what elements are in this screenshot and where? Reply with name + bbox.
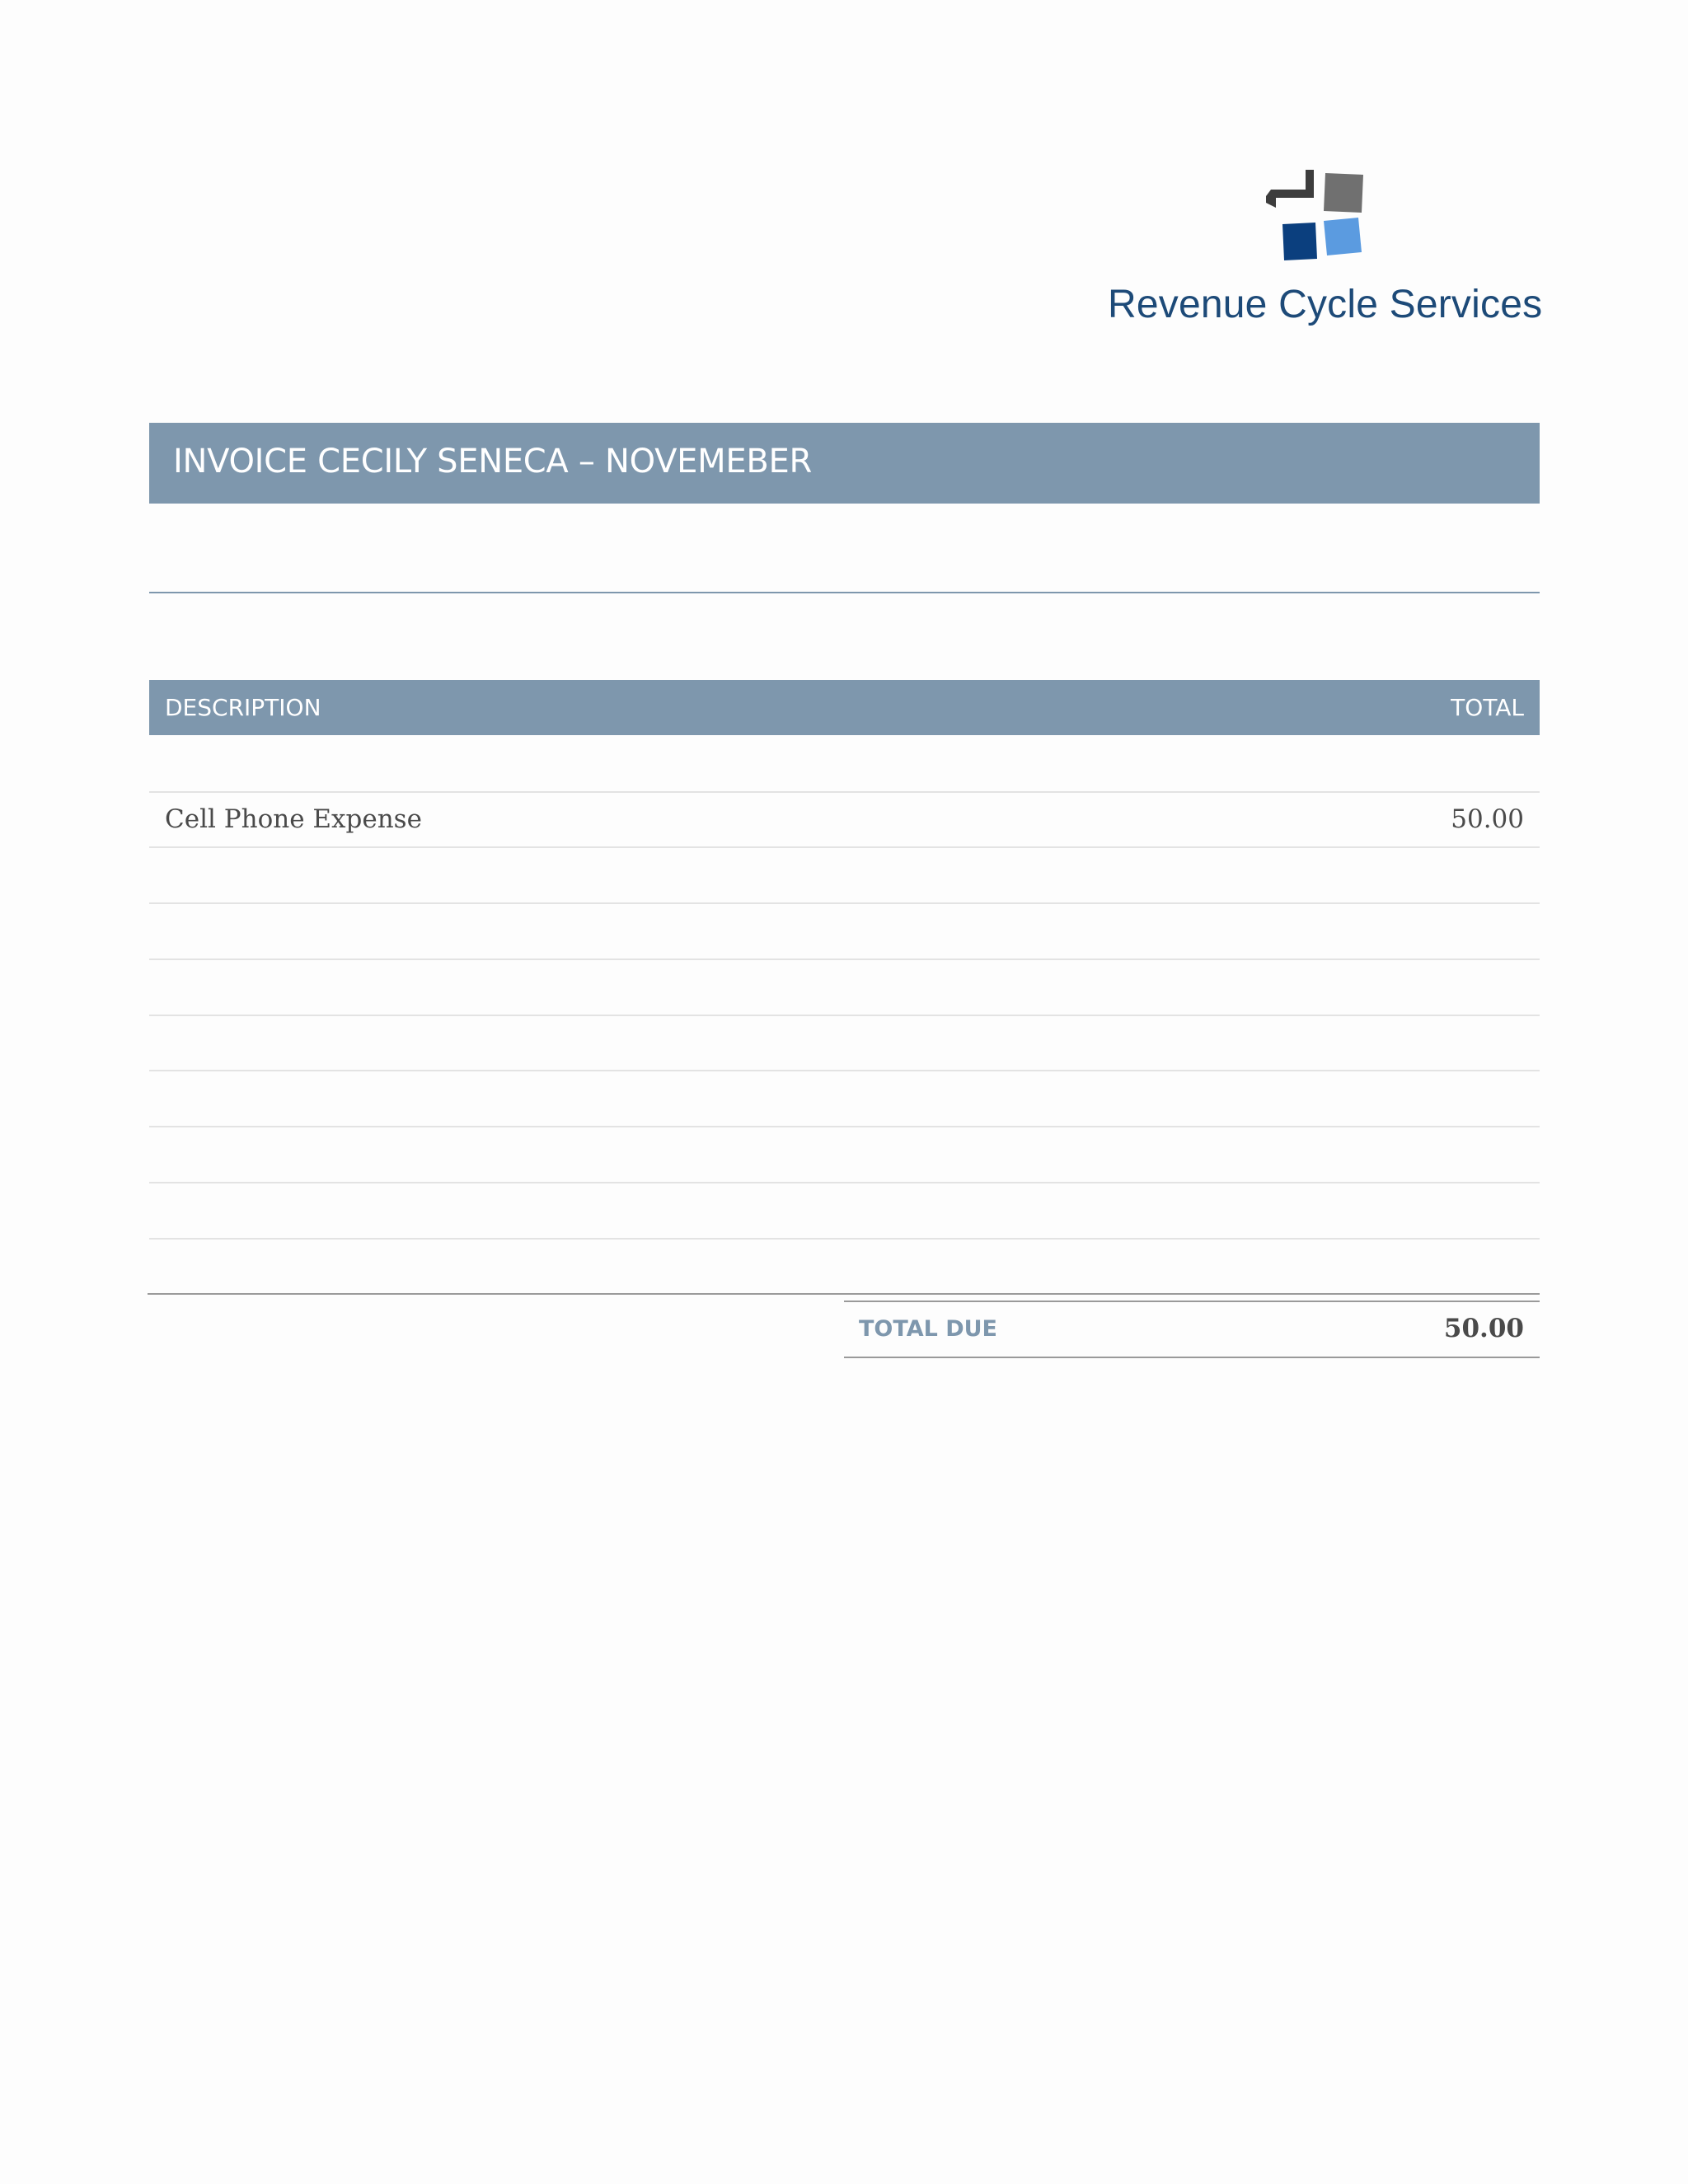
row-total: 50.00	[1451, 804, 1524, 834]
table-row	[149, 1183, 1540, 1240]
total-due-section	[844, 1301, 1540, 1358]
total-due-value: 50.00	[1443, 1314, 1524, 1343]
table-row	[149, 735, 1540, 791]
table-row	[149, 1240, 1540, 1296]
table-row	[149, 1071, 1540, 1127]
invoice-title-bar	[149, 423, 1540, 504]
invoice-title: INVOICE CECILY SENECA – NOVEMEBER	[173, 443, 812, 480]
divider	[149, 592, 1540, 593]
table-row	[149, 793, 1540, 849]
table-bottom-border	[148, 1293, 1540, 1295]
table-row	[149, 848, 1540, 904]
column-header-description: DESCRIPTION	[165, 694, 321, 721]
total-bottom-border	[844, 1357, 1540, 1358]
total-due-label: TOTAL DUE	[859, 1316, 997, 1342]
company-logo	[1096, 165, 1558, 346]
table-row	[149, 904, 1540, 960]
column-header-total: TOTAL	[1451, 694, 1524, 721]
total-top-border	[844, 1301, 1540, 1302]
row-description: Cell Phone Expense	[165, 804, 422, 834]
table-row	[149, 1127, 1540, 1183]
table-row	[149, 1016, 1540, 1072]
four-squares-logo-icon	[1261, 165, 1409, 280]
table-header	[149, 680, 1540, 735]
table-row	[149, 960, 1540, 1016]
company-name: Revenue Cycle Services	[1108, 283, 1543, 326]
